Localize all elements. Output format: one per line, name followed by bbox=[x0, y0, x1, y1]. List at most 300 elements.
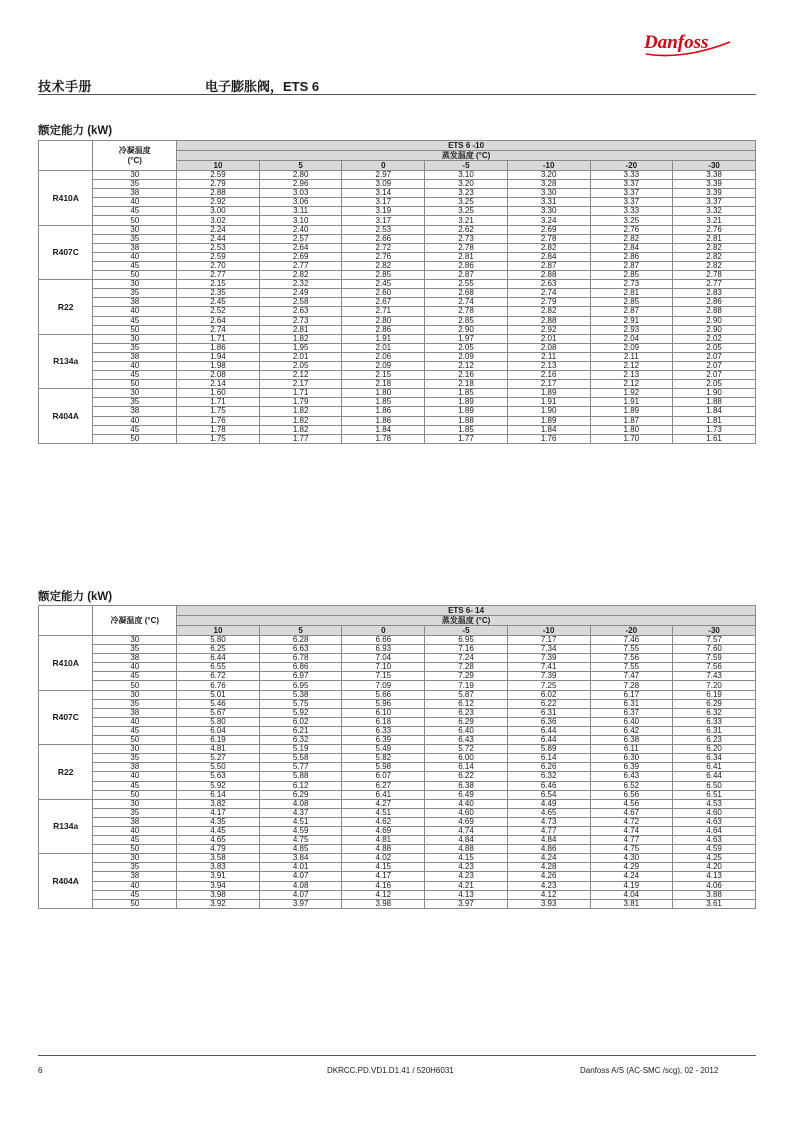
cond-temp-cell: 40 bbox=[93, 663, 177, 672]
capacity-cell: 7.47 bbox=[590, 672, 673, 681]
capacity-cell: 2.78 bbox=[507, 234, 590, 243]
capacity-cell: 7.28 bbox=[590, 681, 673, 690]
capacity-cell: 2.86 bbox=[342, 325, 425, 334]
capacity-cell: 3.37 bbox=[590, 189, 673, 198]
capacity-cell: 3.84 bbox=[259, 854, 342, 863]
capacity-cell: 7.20 bbox=[673, 681, 756, 690]
capacity-cell: 6.32 bbox=[507, 772, 590, 781]
cond-temp-cell: 38 bbox=[93, 763, 177, 772]
capacity-cell: 1.84 bbox=[342, 425, 425, 434]
capacity-cell: 7.17 bbox=[507, 636, 590, 645]
table-row bbox=[39, 863, 756, 872]
cond-temp-header-line2: (°C) bbox=[127, 155, 142, 165]
capacity-cell: 6.11 bbox=[590, 745, 673, 754]
capacity-cell: 5.96 bbox=[342, 699, 425, 708]
capacity-cell: 4.59 bbox=[259, 826, 342, 835]
capacity-cell: 5.98 bbox=[342, 763, 425, 772]
capacity-cell: 2.76 bbox=[590, 225, 673, 234]
cond-temp-cell: 40 bbox=[93, 416, 177, 425]
capacity-cell: 2.86 bbox=[590, 252, 673, 261]
capacity-cell: 6.76 bbox=[177, 681, 260, 690]
cond-temp-cell: 45 bbox=[93, 261, 177, 270]
capacity-cell: 6.37 bbox=[590, 708, 673, 717]
capacity-cell: 1.85 bbox=[342, 398, 425, 407]
capacity-cell: 1.88 bbox=[425, 416, 508, 425]
capacity-cell: 3.83 bbox=[177, 863, 260, 872]
capacity-cell: 4.65 bbox=[177, 836, 260, 845]
capacity-cell: 2.07 bbox=[673, 352, 756, 361]
evap-temp-column: 0 bbox=[342, 626, 425, 636]
refrigerant-label: R404A bbox=[39, 854, 93, 909]
capacity-cell: 2.68 bbox=[425, 289, 508, 298]
capacity-cell: 4.84 bbox=[425, 836, 508, 845]
capacity-cell: 4.67 bbox=[590, 808, 673, 817]
capacity-cell: 4.13 bbox=[425, 890, 508, 899]
capacity-cell: 1.87 bbox=[590, 416, 673, 425]
refrigerant-label: R404A bbox=[39, 389, 93, 444]
section-title-1: 额定能力 (kW) bbox=[38, 125, 113, 137]
table-row bbox=[39, 672, 756, 681]
capacity-cell: 6.44 bbox=[673, 772, 756, 781]
capacity-cell: 5.72 bbox=[425, 745, 508, 754]
cond-temp-cell: 40 bbox=[93, 772, 177, 781]
capacity-cell: 6.26 bbox=[507, 763, 590, 772]
table-row bbox=[39, 845, 756, 854]
capacity-cell: 2.06 bbox=[342, 352, 425, 361]
table-row bbox=[39, 261, 756, 270]
capacity-cell: 2.17 bbox=[507, 380, 590, 389]
capacity-cell: 6.40 bbox=[425, 726, 508, 735]
capacity-cell: 3.19 bbox=[342, 207, 425, 216]
capacity-cell: 4.69 bbox=[342, 826, 425, 835]
capacity-cell: 4.88 bbox=[425, 845, 508, 854]
table-row bbox=[39, 243, 756, 252]
evap-temp-column: -20 bbox=[590, 626, 673, 636]
capacity-cell: 2.90 bbox=[673, 316, 756, 325]
capacity-cell: 4.84 bbox=[507, 836, 590, 845]
capacity-cell: 2.18 bbox=[425, 380, 508, 389]
capacity-cell: 2.05 bbox=[673, 380, 756, 389]
table-row bbox=[39, 416, 756, 425]
capacity-cell: 6.36 bbox=[507, 717, 590, 726]
capacity-cell: 5.89 bbox=[507, 745, 590, 754]
capacity-cell: 2.16 bbox=[425, 371, 508, 380]
capacity-cell: 6.55 bbox=[177, 663, 260, 672]
cond-temp-cell: 50 bbox=[93, 271, 177, 280]
table-row bbox=[39, 398, 756, 407]
capacity-cell: 2.87 bbox=[425, 271, 508, 280]
capacity-cell: 2.81 bbox=[425, 252, 508, 261]
capacity-cell: 6.00 bbox=[425, 754, 508, 763]
table-row bbox=[39, 699, 756, 708]
capacity-cell: 6.14 bbox=[177, 790, 260, 799]
capacity-cell: 5.58 bbox=[259, 754, 342, 763]
table-row bbox=[39, 380, 756, 389]
capacity-cell: 7.56 bbox=[590, 654, 673, 663]
capacity-cell: 1.61 bbox=[673, 434, 756, 443]
capacity-cell: 4.77 bbox=[590, 836, 673, 845]
table-row bbox=[39, 180, 756, 189]
refrigerant-label: R134a bbox=[39, 799, 93, 854]
capacity-cell: 2.88 bbox=[673, 307, 756, 316]
cond-temp-cell: 40 bbox=[93, 252, 177, 261]
capacity-cell: 2.83 bbox=[673, 289, 756, 298]
header-blank-cell bbox=[39, 606, 93, 636]
capacity-cell: 6.27 bbox=[342, 781, 425, 790]
capacity-cell: 7.39 bbox=[507, 672, 590, 681]
capacity-cell: 7.24 bbox=[425, 654, 508, 663]
capacity-cell: 7.41 bbox=[507, 663, 590, 672]
capacity-cell: 4.81 bbox=[342, 836, 425, 845]
capacity-cell: 2.77 bbox=[673, 280, 756, 289]
capacity-cell: 6.32 bbox=[673, 708, 756, 717]
capacity-cell: 4.59 bbox=[673, 845, 756, 854]
cond-temp-cell: 45 bbox=[93, 890, 177, 899]
capacity-cell: 6.46 bbox=[507, 781, 590, 790]
table-row bbox=[39, 307, 756, 316]
cond-temp-cell: 35 bbox=[93, 180, 177, 189]
capacity-cell: 1.91 bbox=[342, 334, 425, 343]
capacity-cell: 2.91 bbox=[590, 316, 673, 325]
capacity-cell: 4.74 bbox=[590, 826, 673, 835]
capacity-cell: 3.30 bbox=[507, 207, 590, 216]
capacity-cell: 6.28 bbox=[259, 636, 342, 645]
capacity-cell: 5.38 bbox=[259, 690, 342, 699]
capacity-cell: 6.22 bbox=[507, 699, 590, 708]
capacity-cell: 6.78 bbox=[259, 654, 342, 663]
cond-temp-cell: 50 bbox=[93, 325, 177, 334]
capacity-cell: 2.86 bbox=[673, 298, 756, 307]
capacity-cell: 1.86 bbox=[342, 407, 425, 416]
capacity-cell: 7.34 bbox=[507, 645, 590, 654]
capacity-cell: 3.81 bbox=[590, 899, 673, 908]
cond-temp-cell: 50 bbox=[93, 899, 177, 908]
refrigerant-label: R407C bbox=[39, 225, 93, 280]
capacity-cell: 6.44 bbox=[507, 736, 590, 745]
capacity-cell: 6.20 bbox=[673, 745, 756, 754]
capacity-cell: 2.77 bbox=[259, 261, 342, 270]
capacity-cell: 4.15 bbox=[425, 854, 508, 863]
manual-label: 技术手册 bbox=[38, 79, 93, 94]
capacity-cell: 2.44 bbox=[177, 234, 260, 243]
cond-temp-cell: 38 bbox=[93, 352, 177, 361]
capacity-cell: 4.60 bbox=[673, 808, 756, 817]
capacity-cell: 2.59 bbox=[177, 252, 260, 261]
cond-temp-header bbox=[93, 141, 177, 171]
capacity-cell: 1.89 bbox=[590, 407, 673, 416]
table-row bbox=[39, 216, 756, 225]
capacity-cell: 3.98 bbox=[342, 899, 425, 908]
capacity-cell: 2.64 bbox=[259, 243, 342, 252]
capacity-cell: 6.23 bbox=[673, 736, 756, 745]
cond-temp-cell: 50 bbox=[93, 434, 177, 443]
evap-temp-column: 10 bbox=[177, 626, 260, 636]
cond-temp-cell: 35 bbox=[93, 343, 177, 352]
table-row bbox=[39, 826, 756, 835]
capacity-cell: 6.38 bbox=[590, 736, 673, 745]
capacity-cell: 1.91 bbox=[507, 398, 590, 407]
capacity-cell: 6.41 bbox=[673, 763, 756, 772]
capacity-cell: 5.49 bbox=[342, 745, 425, 754]
cond-temp-cell: 50 bbox=[93, 380, 177, 389]
capacity-cell: 2.62 bbox=[425, 225, 508, 234]
capacity-cell: 6.07 bbox=[342, 772, 425, 781]
capacity-cell: 3.28 bbox=[507, 180, 590, 189]
table-row bbox=[39, 763, 756, 772]
table-row bbox=[39, 690, 756, 699]
capacity-cell: 1.77 bbox=[425, 434, 508, 443]
capacity-cell: 6.12 bbox=[425, 699, 508, 708]
capacity-cell: 1.90 bbox=[673, 389, 756, 398]
cond-temp-cell: 30 bbox=[93, 745, 177, 754]
capacity-cell: 2.18 bbox=[342, 380, 425, 389]
capacity-cell: 4.25 bbox=[673, 854, 756, 863]
capacity-cell: 3.97 bbox=[259, 899, 342, 908]
capacity-cell: 2.45 bbox=[342, 280, 425, 289]
table-row bbox=[39, 799, 756, 808]
capacity-cell: 6.50 bbox=[673, 781, 756, 790]
capacity-cell: 4.77 bbox=[507, 826, 590, 835]
capacity-cell: 1.82 bbox=[259, 407, 342, 416]
capacity-cell: 6.95 bbox=[425, 636, 508, 645]
capacity-cell: 2.63 bbox=[507, 280, 590, 289]
cond-temp-cell: 50 bbox=[93, 216, 177, 225]
capacity-cell: 2.58 bbox=[259, 298, 342, 307]
capacity-cell: 6.29 bbox=[673, 699, 756, 708]
table-row bbox=[39, 325, 756, 334]
table-row bbox=[39, 425, 756, 434]
capacity-cell: 6.10 bbox=[342, 708, 425, 717]
cond-temp-header-line1: 冷凝温度 bbox=[118, 145, 151, 155]
capacity-cell: 7.60 bbox=[673, 645, 756, 654]
capacity-cell: 7.04 bbox=[342, 654, 425, 663]
capacity-cell: 6.23 bbox=[425, 708, 508, 717]
capacity-cell: 2.73 bbox=[259, 316, 342, 325]
capacity-cell: 2.17 bbox=[259, 380, 342, 389]
capacity-cell: 6.95 bbox=[259, 681, 342, 690]
cond-temp-cell: 40 bbox=[93, 198, 177, 207]
capacity-cell: 2.81 bbox=[259, 325, 342, 334]
capacity-cell: 1.91 bbox=[590, 398, 673, 407]
cond-temp-cell: 40 bbox=[93, 307, 177, 316]
capacity-cell: 2.82 bbox=[342, 261, 425, 270]
capacity-cell: 2.15 bbox=[177, 280, 260, 289]
refrigerant-label: R407C bbox=[39, 690, 93, 745]
capacity-cell: 3.25 bbox=[425, 207, 508, 216]
capacity-cell: 3.25 bbox=[590, 216, 673, 225]
capacity-cell: 1.97 bbox=[425, 334, 508, 343]
capacity-cell: 2.79 bbox=[177, 180, 260, 189]
cond-temp-cell: 40 bbox=[93, 717, 177, 726]
capacity-cell: 1.71 bbox=[177, 334, 260, 343]
cond-temp-cell: 45 bbox=[93, 371, 177, 380]
table-row bbox=[39, 334, 756, 343]
capacity-cell: 6.43 bbox=[425, 736, 508, 745]
cond-temp-cell: 35 bbox=[93, 289, 177, 298]
capacity-cell: 3.24 bbox=[507, 216, 590, 225]
svg-text:Danfoss: Danfoss bbox=[644, 32, 709, 53]
capacity-cell: 6.49 bbox=[425, 790, 508, 799]
capacity-cell: 2.76 bbox=[342, 252, 425, 261]
capacity-cell: 2.12 bbox=[590, 380, 673, 389]
header-divider bbox=[38, 94, 756, 95]
capacity-cell: 4.30 bbox=[590, 854, 673, 863]
capacity-cell: 4.53 bbox=[673, 799, 756, 808]
cond-temp-cell: 30 bbox=[93, 636, 177, 645]
capacity-cell: 2.70 bbox=[177, 261, 260, 270]
capacity-table-ets6-14 bbox=[38, 605, 756, 909]
capacity-cell: 7.57 bbox=[673, 636, 756, 645]
cond-temp-cell: 50 bbox=[93, 736, 177, 745]
capacity-cell: 2.87 bbox=[590, 261, 673, 270]
capacity-cell: 2.09 bbox=[590, 343, 673, 352]
capacity-cell: 2.97 bbox=[342, 171, 425, 180]
capacity-cell: 4.74 bbox=[425, 826, 508, 835]
capacity-cell: 6.14 bbox=[507, 754, 590, 763]
cond-temp-cell: 50 bbox=[93, 790, 177, 799]
capacity-cell: 2.12 bbox=[259, 371, 342, 380]
capacity-cell: 1.77 bbox=[259, 434, 342, 443]
capacity-cell: 6.02 bbox=[507, 690, 590, 699]
capacity-cell: 2.82 bbox=[507, 307, 590, 316]
cond-temp-cell: 38 bbox=[93, 243, 177, 252]
capacity-cell: 5.75 bbox=[259, 699, 342, 708]
table-row bbox=[39, 645, 756, 654]
capacity-cell: 1.82 bbox=[259, 416, 342, 425]
capacity-cell: 6.72 bbox=[177, 672, 260, 681]
evap-temp-header: 蒸发温度 (°C) bbox=[177, 616, 756, 626]
evap-temp-column: -20 bbox=[590, 161, 673, 171]
capacity-cell: 1.89 bbox=[425, 407, 508, 416]
capacity-cell: 4.20 bbox=[673, 863, 756, 872]
capacity-cell: 2.69 bbox=[259, 252, 342, 261]
capacity-cell: 4.06 bbox=[673, 881, 756, 890]
capacity-cell: 2.84 bbox=[507, 252, 590, 261]
capacity-cell: 7.56 bbox=[673, 663, 756, 672]
refrigerant-label: R410A bbox=[39, 171, 93, 226]
capacity-cell: 3.37 bbox=[673, 198, 756, 207]
capacity-cell: 7.19 bbox=[425, 681, 508, 690]
capacity-table-ets6-10 bbox=[38, 140, 756, 444]
capacity-cell: 3.21 bbox=[673, 216, 756, 225]
capacity-cell: 1.85 bbox=[425, 389, 508, 398]
capacity-cell: 3.93 bbox=[507, 899, 590, 908]
capacity-cell: 2.59 bbox=[177, 171, 260, 180]
capacity-cell: 2.82 bbox=[259, 271, 342, 280]
capacity-cell: 4.26 bbox=[507, 872, 590, 881]
capacity-cell: 6.97 bbox=[259, 672, 342, 681]
capacity-cell: 2.85 bbox=[590, 271, 673, 280]
capacity-cell: 2.35 bbox=[177, 289, 260, 298]
capacity-cell: 1.98 bbox=[177, 361, 260, 370]
capacity-cell: 3.98 bbox=[177, 890, 260, 899]
capacity-cell: 4.65 bbox=[507, 808, 590, 817]
table-row bbox=[39, 736, 756, 745]
capacity-cell: 4.24 bbox=[507, 854, 590, 863]
capacity-cell: 6.17 bbox=[590, 690, 673, 699]
capacity-cell: 3.20 bbox=[425, 180, 508, 189]
cond-temp-cell: 45 bbox=[93, 316, 177, 325]
capacity-cell: 5.80 bbox=[177, 636, 260, 645]
section-title-2: 额定能力 (kW) bbox=[38, 591, 113, 603]
capacity-cell: 1.82 bbox=[259, 425, 342, 434]
capacity-cell: 3.14 bbox=[342, 189, 425, 198]
cond-temp-cell: 38 bbox=[93, 189, 177, 198]
capacity-cell: 3.21 bbox=[425, 216, 508, 225]
table-row bbox=[39, 225, 756, 234]
capacity-cell: 4.15 bbox=[342, 863, 425, 872]
capacity-cell: 4.64 bbox=[673, 826, 756, 835]
capacity-cell: 1.60 bbox=[177, 389, 260, 398]
capacity-cell: 4.69 bbox=[425, 817, 508, 826]
table-row bbox=[39, 407, 756, 416]
capacity-cell: 7.29 bbox=[425, 672, 508, 681]
capacity-cell: 2.71 bbox=[342, 307, 425, 316]
capacity-cell: 1.92 bbox=[590, 389, 673, 398]
page-number: 6 bbox=[38, 1066, 43, 1075]
capacity-cell: 2.12 bbox=[590, 361, 673, 370]
capacity-cell: 5.82 bbox=[342, 754, 425, 763]
capacity-cell: 2.82 bbox=[507, 243, 590, 252]
evap-temp-column: -10 bbox=[507, 161, 590, 171]
refrigerant-label: R22 bbox=[39, 280, 93, 335]
capacity-cell: 4.29 bbox=[590, 863, 673, 872]
table-row bbox=[39, 663, 756, 672]
capacity-cell: 4.19 bbox=[590, 881, 673, 890]
capacity-cell: 2.96 bbox=[259, 180, 342, 189]
table-row bbox=[39, 790, 756, 799]
capacity-cell: 6.31 bbox=[590, 699, 673, 708]
capacity-cell: 2.05 bbox=[673, 343, 756, 352]
table-row bbox=[39, 636, 756, 645]
capacity-cell: 2.78 bbox=[425, 307, 508, 316]
capacity-cell: 7.28 bbox=[425, 663, 508, 672]
capacity-cell: 1.89 bbox=[507, 389, 590, 398]
capacity-cell: 4.72 bbox=[590, 817, 673, 826]
table-row bbox=[39, 189, 756, 198]
capacity-cell: 4.75 bbox=[590, 845, 673, 854]
capacity-cell: 2.93 bbox=[590, 325, 673, 334]
capacity-cell: 3.37 bbox=[590, 198, 673, 207]
capacity-cell: 6.33 bbox=[342, 726, 425, 735]
capacity-cell: 1.88 bbox=[673, 398, 756, 407]
capacity-cell: 2.16 bbox=[507, 371, 590, 380]
capacity-cell: 2.66 bbox=[342, 234, 425, 243]
capacity-cell: 1.71 bbox=[177, 398, 260, 407]
capacity-cell: 1.95 bbox=[259, 343, 342, 352]
capacity-cell: 2.67 bbox=[342, 298, 425, 307]
capacity-cell: 4.63 bbox=[673, 817, 756, 826]
capacity-cell: 6.63 bbox=[259, 645, 342, 654]
capacity-cell: 5.92 bbox=[259, 708, 342, 717]
capacity-cell: 5.63 bbox=[177, 772, 260, 781]
capacity-cell: 6.33 bbox=[673, 717, 756, 726]
cond-temp-cell: 35 bbox=[93, 754, 177, 763]
capacity-cell: 1.94 bbox=[177, 352, 260, 361]
capacity-cell: 4.23 bbox=[507, 881, 590, 890]
capacity-cell: 6.19 bbox=[177, 736, 260, 745]
capacity-cell: 6.39 bbox=[590, 763, 673, 772]
capacity-cell: 2.08 bbox=[507, 343, 590, 352]
capacity-cell: 1.75 bbox=[177, 434, 260, 443]
capacity-cell: 2.60 bbox=[342, 289, 425, 298]
capacity-cell: 2.52 bbox=[177, 307, 260, 316]
capacity-cell: 7.16 bbox=[425, 645, 508, 654]
capacity-cell: 2.88 bbox=[177, 189, 260, 198]
capacity-cell: 2.88 bbox=[507, 316, 590, 325]
cond-temp-cell: 38 bbox=[93, 817, 177, 826]
capacity-cell: 2.32 bbox=[259, 280, 342, 289]
